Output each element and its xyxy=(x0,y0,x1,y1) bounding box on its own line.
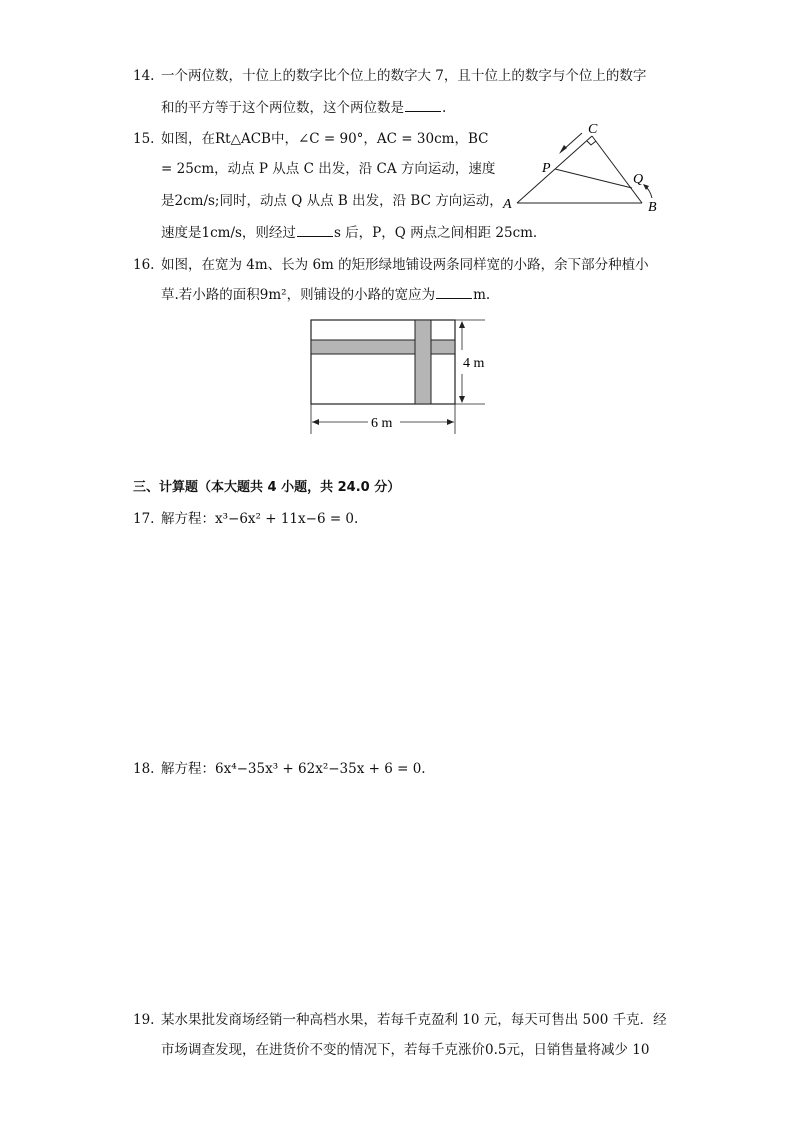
question-number-18: 18. xyxy=(133,761,155,777)
q15-line-4-end: s 后，P，Q 两点之间相距 25cm. xyxy=(333,225,538,241)
label-q: Q xyxy=(633,172,644,187)
triangle-figure xyxy=(500,118,670,218)
q15-line-1: 如图，在Rt△ACB中，∠C = 90°，AC = 30cm，BC xyxy=(161,131,489,147)
q18-text: 解方程：6x⁴−35x³ + 62x²−35x + 6 = 0. xyxy=(161,761,426,777)
q15-line-4 xyxy=(161,224,537,242)
answer-blank-16 xyxy=(436,286,472,299)
side-cb xyxy=(592,136,642,203)
q15-line-3: 是2cm/s;同时，动点 Q 从点 B 出发，沿 BC 方向运动， xyxy=(161,193,503,209)
q14-line-2 xyxy=(161,99,446,117)
q16-line-2-end: m. xyxy=(473,287,491,303)
question-number-19: 19. xyxy=(133,1012,155,1028)
side-ac xyxy=(517,136,592,203)
arrowhead-ca xyxy=(559,145,567,154)
question-number-16: 16. xyxy=(133,257,155,273)
rectangle-figure xyxy=(300,312,500,440)
lawn-rect xyxy=(311,320,455,404)
question-number-17: 17. xyxy=(133,511,155,527)
q15-line-4-text: 速度是1cm/s，则经过 xyxy=(161,225,296,241)
answer-blank-15 xyxy=(297,224,333,237)
q16-line-2-text: 草.若小路的面积9m²，则铺设的小路的宽应为 xyxy=(161,287,436,303)
question-number-14: 14. xyxy=(133,68,155,84)
q16-line-2 xyxy=(161,286,490,304)
q14-line-1: 一个两位数，十位上的数字比个位上的数字大 7，且十位上的数字与个位上的数字 xyxy=(161,68,647,84)
path-intersection xyxy=(416,341,431,354)
horizontal-path xyxy=(311,340,455,354)
q19-line-2: 市场调查发现，在进货价不变的情况下，若每千克涨价0.5元，日销售量将减少 10 xyxy=(161,1042,650,1058)
answer-blank-14 xyxy=(405,99,441,112)
label-a: A xyxy=(503,197,512,212)
vertical-path xyxy=(415,320,431,404)
section-heading: 三、计算题（本大题共 4 小题，共 24.0 分） xyxy=(133,480,401,495)
q17-text: 解方程：x³−6x² + 11x−6 = 0. xyxy=(161,511,359,527)
label-c: C xyxy=(588,122,598,137)
q14-line-2-end: . xyxy=(442,100,447,116)
q16-line-1: 如图，在宽为 4m、长为 6m 的矩形绿地铺设两条同样宽的小路，余下部分种植小 xyxy=(161,257,649,273)
label-b: B xyxy=(648,200,657,215)
q19-line-1: 某水果批发商场经销一种高档水果，若每千克盈利 10 元，每天可售出 500 千克．经 xyxy=(161,1012,667,1028)
length-label: 6 m xyxy=(371,416,393,431)
label-p: P xyxy=(542,161,551,176)
segment-pq xyxy=(555,169,632,188)
q14-line-2-text: 和的平方等于这个两位数，这个两位数是 xyxy=(161,100,404,116)
question-number-15: 15. xyxy=(133,131,155,147)
right-angle-mark xyxy=(587,141,596,145)
q15-line-2: = 25cm，动点 P 从点 C 出发，沿 CA 方向运动，速度 xyxy=(161,161,496,177)
width-label: 4 m xyxy=(463,356,485,371)
